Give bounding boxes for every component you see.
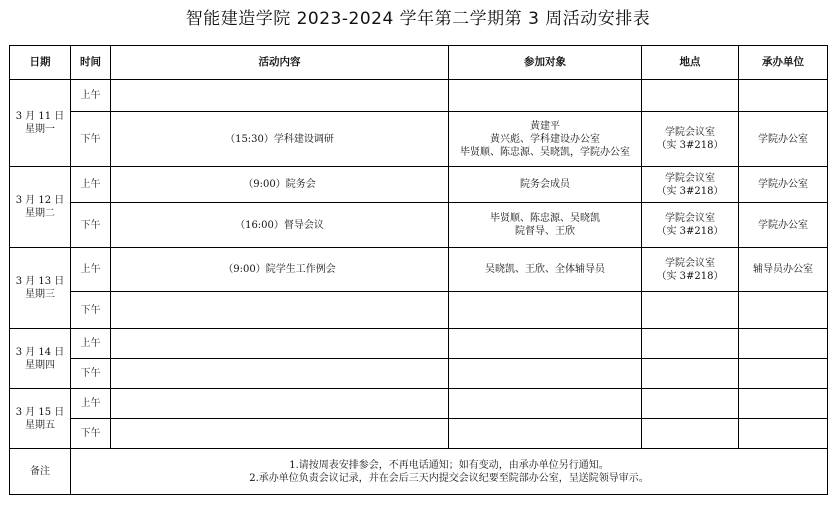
participants-cell (449, 419, 642, 449)
activity-cell (111, 419, 449, 449)
time-cell: 上午 (71, 329, 111, 359)
date-cell: 3 月 13 日 星期三 (10, 248, 71, 329)
table-row (10, 248, 828, 292)
time-cell: 上午 (71, 80, 111, 112)
organizer-cell (739, 292, 828, 329)
time-cell: 上午 (71, 389, 111, 419)
note-line: 2.承办单位负责会议记录，并在会后三天内提交会议纪要至院部办公室，呈送院领导审示。 (249, 472, 649, 484)
table-row (10, 419, 828, 449)
participants-cell (449, 359, 642, 389)
organizer-cell: 学院办公室 (739, 203, 828, 248)
location-cell: 学院会议室 （实 3#218） (642, 203, 739, 248)
location-cell (642, 329, 739, 359)
organizer-cell (739, 389, 828, 419)
participants-cell (449, 292, 642, 329)
participants-cell (449, 80, 642, 112)
date-cell: 3 月 14 日 星期四 (10, 329, 71, 389)
notes-label: 备注 (10, 449, 71, 495)
organizer-cell (739, 329, 828, 359)
participants-cell (449, 329, 642, 359)
header-row (10, 46, 828, 80)
organizer-cell: 辅导员办公室 (739, 248, 828, 292)
activity-cell (111, 80, 449, 112)
time-cell: 上午 (71, 167, 111, 203)
organizer-cell (739, 419, 828, 449)
table-row (10, 112, 828, 167)
location-cell: 学院会议室 （实 3#218） (642, 112, 739, 167)
header-organizer: 承办单位 (739, 46, 828, 80)
date-cell: 3 月 12 日 星期二 (10, 167, 71, 248)
header-participants: 参加对象 (449, 46, 642, 80)
organizer-cell (739, 80, 828, 112)
time-cell: 下午 (71, 203, 111, 248)
page-title: 智能建造学院 2023-2024 学年第二学期第 3 周活动安排表 (185, 9, 651, 29)
participants-cell: 吴晓凯、王欣、全体辅导员 (449, 248, 642, 292)
activity-cell (111, 389, 449, 419)
time-cell: 下午 (71, 112, 111, 167)
note-line: 1.请按周表安排参会，不再电话通知；如有变动，由承办单位另行通知。 (289, 459, 609, 471)
activity-cell (111, 292, 449, 329)
table-row (10, 292, 828, 329)
notes-content (71, 449, 828, 495)
time-cell: 下午 (71, 292, 111, 329)
activity-cell: （15:30）学科建设调研 (111, 112, 449, 167)
organizer-cell: 学院办公室 (739, 167, 828, 203)
table-row (10, 329, 828, 359)
header-date: 日期 (10, 46, 71, 80)
time-cell: 上午 (71, 248, 111, 292)
time-cell: 下午 (71, 359, 111, 389)
activity-cell: （9:00）院务会 (111, 167, 449, 203)
table-row (10, 359, 828, 389)
date-cell: 3 月 15 日 星期五 (10, 389, 71, 449)
notes-row (10, 449, 828, 495)
location-cell (642, 419, 739, 449)
organizer-cell (739, 359, 828, 389)
participants-cell (449, 389, 642, 419)
participants-cell: 毕贤顺、陈忠源、吴晓凯 院督导、王欣 (449, 203, 642, 248)
location-cell (642, 80, 739, 112)
location-cell (642, 292, 739, 329)
activity-cell: （16:00）督导会议 (111, 203, 449, 248)
table-row (10, 389, 828, 419)
header-activity: 活动内容 (111, 46, 449, 80)
location-cell: 学院会议室 （实 3#218） (642, 248, 739, 292)
table-row (10, 80, 828, 112)
location-cell (642, 359, 739, 389)
schedule-table (9, 45, 828, 495)
activity-cell (111, 329, 449, 359)
time-cell: 下午 (71, 419, 111, 449)
header-time: 时间 (71, 46, 111, 80)
table-row (10, 167, 828, 203)
table-row (10, 203, 828, 248)
location-cell (642, 389, 739, 419)
header-location: 地点 (642, 46, 739, 80)
activity-cell (111, 359, 449, 389)
organizer-cell: 学院办公室 (739, 112, 828, 167)
date-cell: 3 月 11 日 星期一 (10, 80, 71, 167)
participants-cell: 院务会成员 (449, 167, 642, 203)
activity-cell: （9:00）院学生工作例会 (111, 248, 449, 292)
participants-cell: 黄建平 黄兴彪、学科建设办公室 毕贤顺、陈忠源、吴晓凯，学院办公室 (449, 112, 642, 167)
location-cell: 学院会议室 （实 3#218） (642, 167, 739, 203)
